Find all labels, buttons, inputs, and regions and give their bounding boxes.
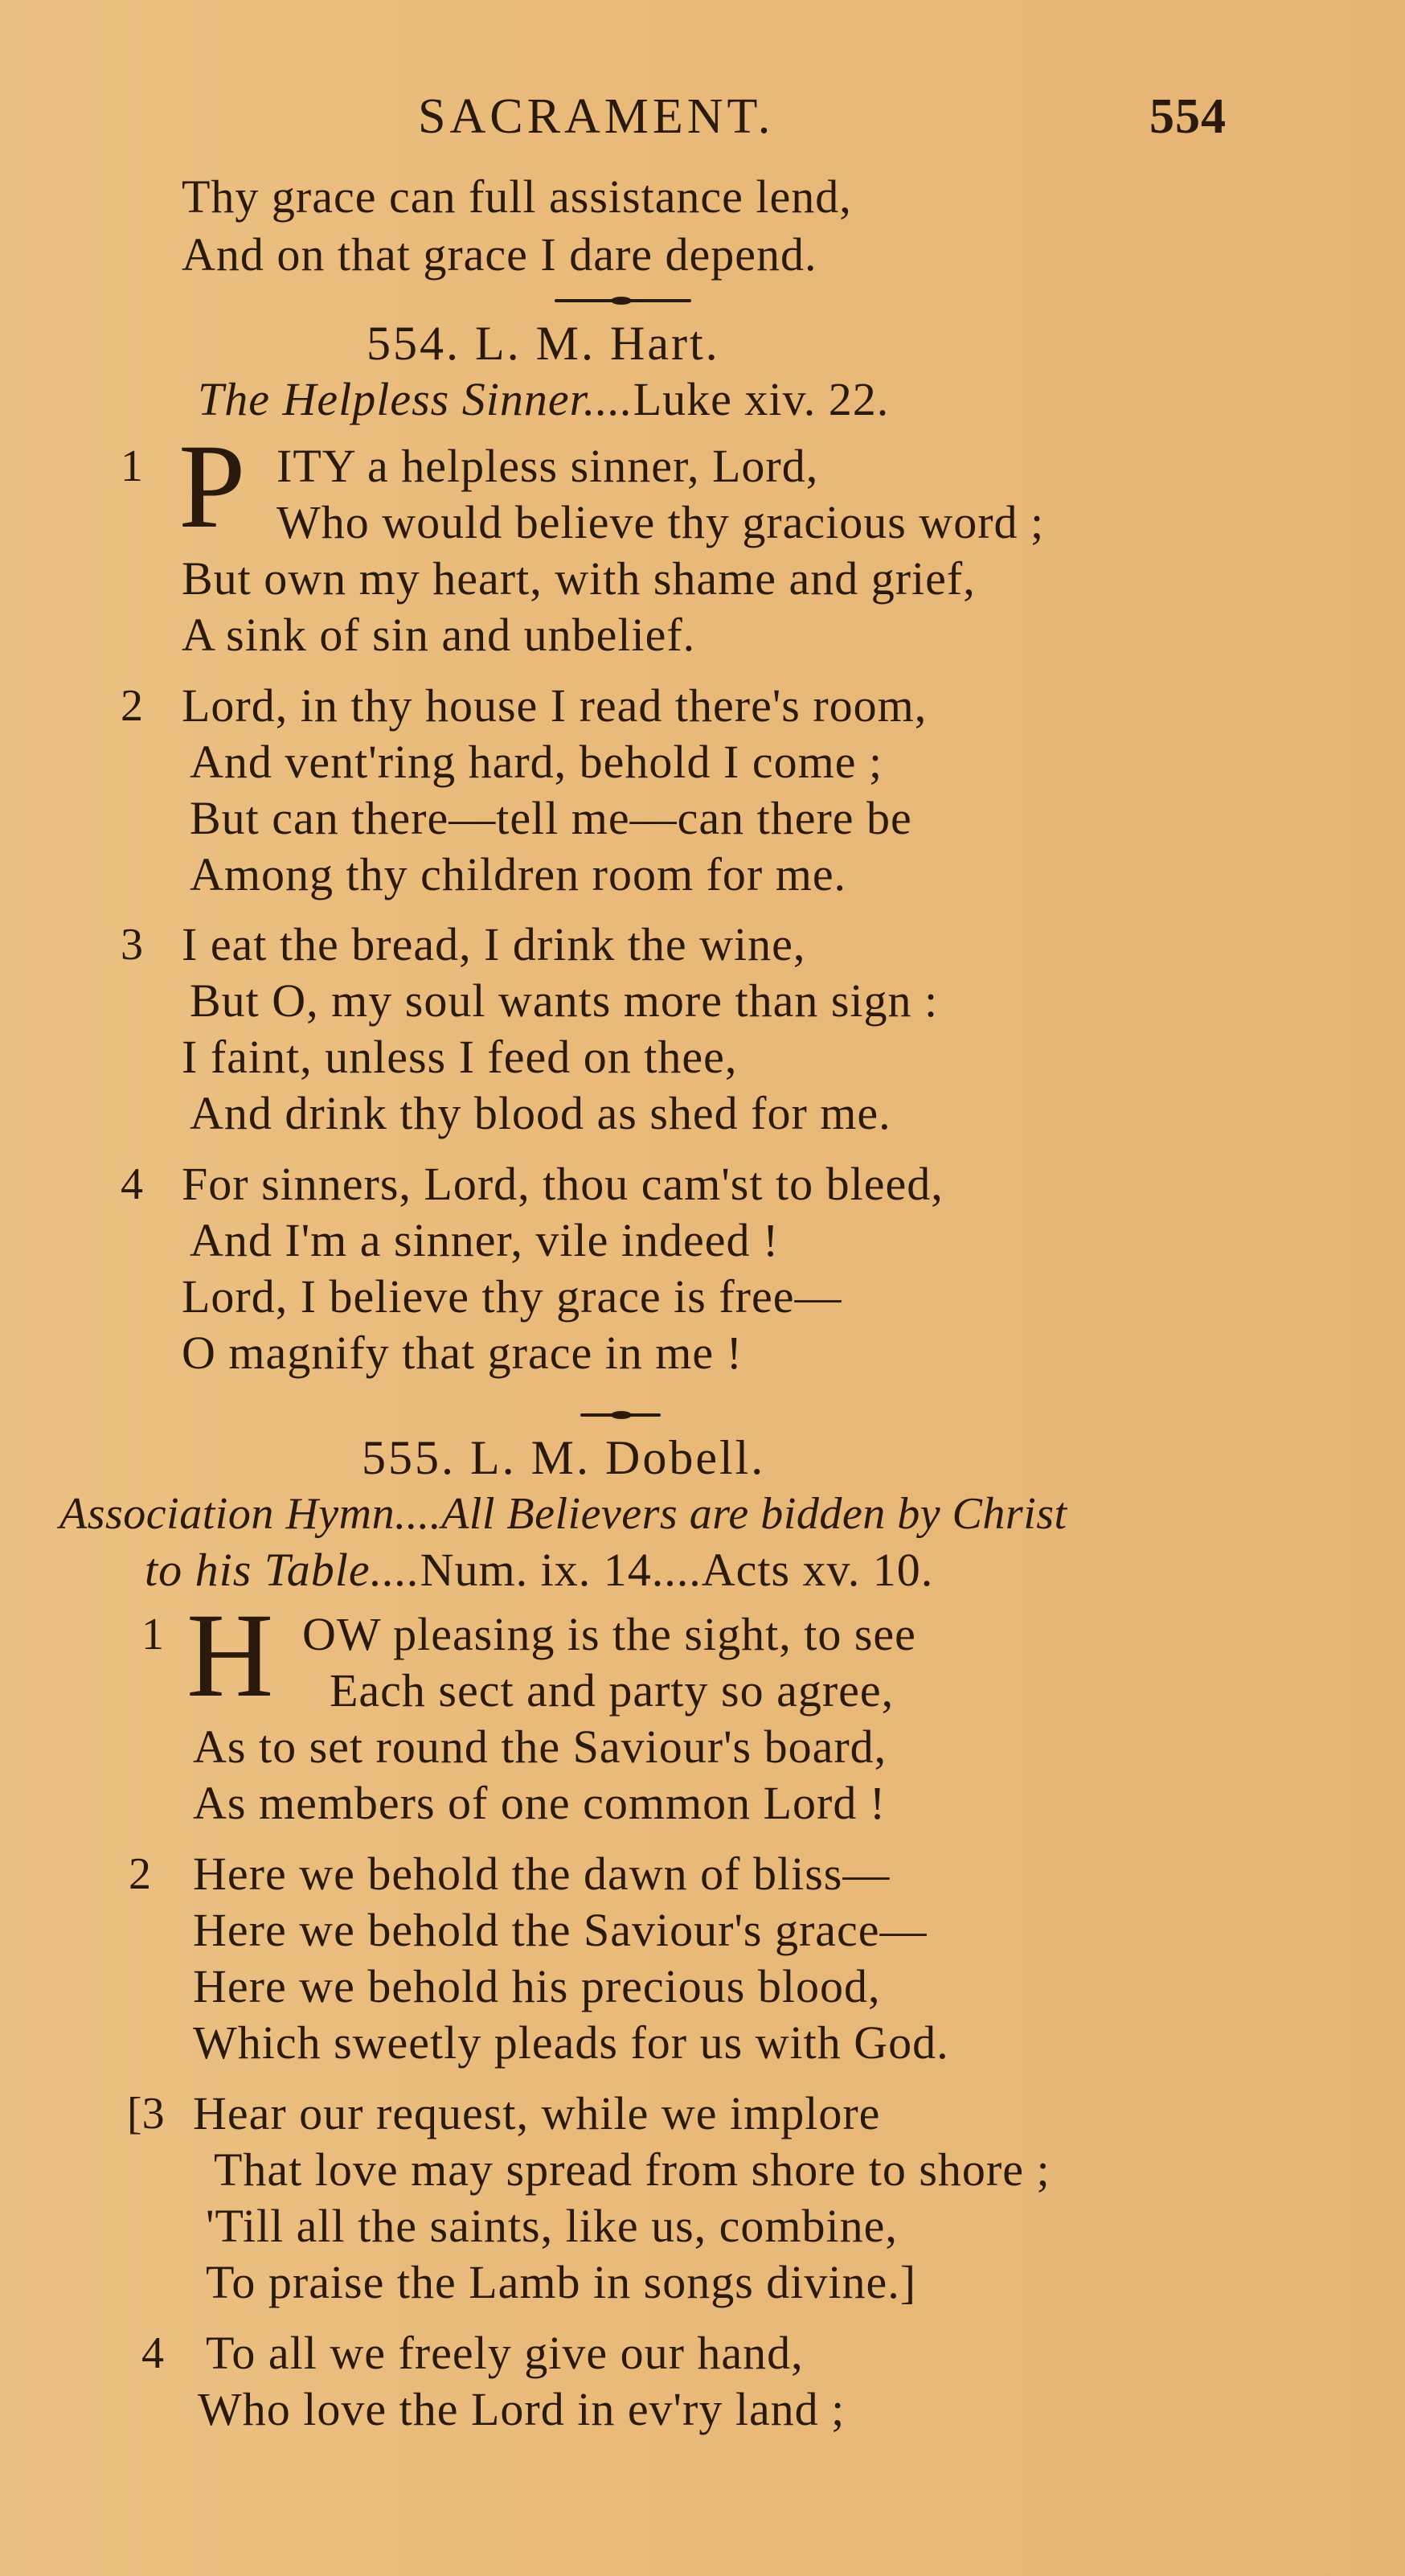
divider-ornament-center — [611, 1411, 632, 1419]
verse-line: Hear our request, while we implore — [193, 2087, 881, 2139]
verse-line: A sink of sin and unbelief. — [182, 609, 696, 661]
verse-number: 3 — [121, 920, 143, 970]
verse-line: I eat the bread, I drink the wine, — [182, 918, 806, 970]
verse-number: 4 — [141, 2328, 164, 2378]
verse-line: As to set round the Saviour's board, — [193, 1721, 887, 1773]
hymn-555-heading: 555. L. M. Dobell. — [362, 1431, 766, 1484]
verse-line: Who would believe thy gracious word ; — [276, 496, 1045, 548]
verse-number: [3 — [127, 2089, 165, 2139]
hymn-555-subtitle-title: to his Table.... — [145, 1544, 420, 1596]
intro-line-2: And on that grace I dare depend. — [182, 228, 817, 281]
running-header: SACRAMENT. — [418, 89, 775, 144]
hymn-554-subtitle — [198, 371, 889, 428]
verse-line: Who love the Lord in ev'ry land ; — [198, 2383, 846, 2435]
verse-line: For sinners, Lord, thou cam'st to bleed, — [182, 1158, 944, 1210]
verse-line: Which sweetly pleads for us with God. — [193, 2016, 949, 2069]
verse-line: Lord, I believe thy grace is free— — [182, 1270, 842, 1323]
verse-line: I faint, unless I feed on thee, — [182, 1031, 738, 1083]
hymn-554-heading: 554. L. M. Hart. — [367, 317, 720, 370]
verse-line: Lord, in thy house I read there's room, — [182, 679, 928, 732]
verse-line: But O, my soul wants more than sign : — [190, 974, 939, 1027]
verse-line: To praise the Lamb in songs divine.] — [206, 2256, 917, 2308]
hymn-554-subtitle-ref: Luke xiv. 22. — [633, 373, 890, 425]
verse-line: And vent'ring hard, behold I come ; — [190, 736, 883, 788]
intro-line-1: Thy grace can full assistance lend, — [182, 170, 852, 223]
drop-cap: P — [178, 420, 246, 553]
verse-line: Among thy children room for me. — [190, 848, 847, 900]
verse-line: And drink thy blood as shed for me. — [190, 1087, 891, 1139]
hymn-555-subtitle-ref: Num. ix. 14....Acts xv. 10. — [420, 1544, 934, 1596]
verse-number: 4 — [121, 1159, 143, 1209]
hymn-554-subtitle-title: The Helpless Sinner.... — [198, 373, 633, 425]
page-number: 554 — [1149, 89, 1227, 144]
verse-number: 2 — [121, 681, 143, 731]
drop-cap: H — [186, 1589, 274, 1722]
verse-number: 1 — [121, 441, 143, 491]
verse-line: OW pleasing is the sight, to see — [302, 1608, 916, 1660]
verse-line: To all we freely give our hand, — [206, 2327, 804, 2379]
verse-line: 'Till all the saints, like us, combine, — [206, 2200, 898, 2252]
verse-line: That love may spread from shore to shore ; — [214, 2143, 1051, 2196]
verse-number: 1 — [141, 1610, 164, 1659]
verse-line: As members of one common Lord ! — [193, 1777, 887, 1829]
verse-line: But own my heart, with shame and grief, — [182, 552, 976, 605]
verse-number: 2 — [129, 1849, 151, 1899]
verse-line: Here we behold his precious blood, — [193, 1960, 881, 2012]
verse-line: ITY a helpless sinner, Lord, — [276, 440, 819, 492]
verse-line: Each sect and party so agree, — [330, 1664, 895, 1717]
verse-line: O magnify that grace in me ! — [182, 1327, 743, 1379]
verse-line: And I'm a sinner, vile indeed ! — [190, 1214, 780, 1266]
divider-ornament-center — [611, 297, 632, 305]
verse-line: Here we behold the dawn of bliss— — [193, 1848, 891, 1900]
hymn-555-subtitle-line-1: Association Hymn....All Believers are bidden by Christ — [59, 1489, 1067, 1539]
verse-line: Here we behold the Saviour's grace— — [193, 1904, 928, 1956]
verse-line: But can there—tell me—can there be — [190, 792, 912, 844]
